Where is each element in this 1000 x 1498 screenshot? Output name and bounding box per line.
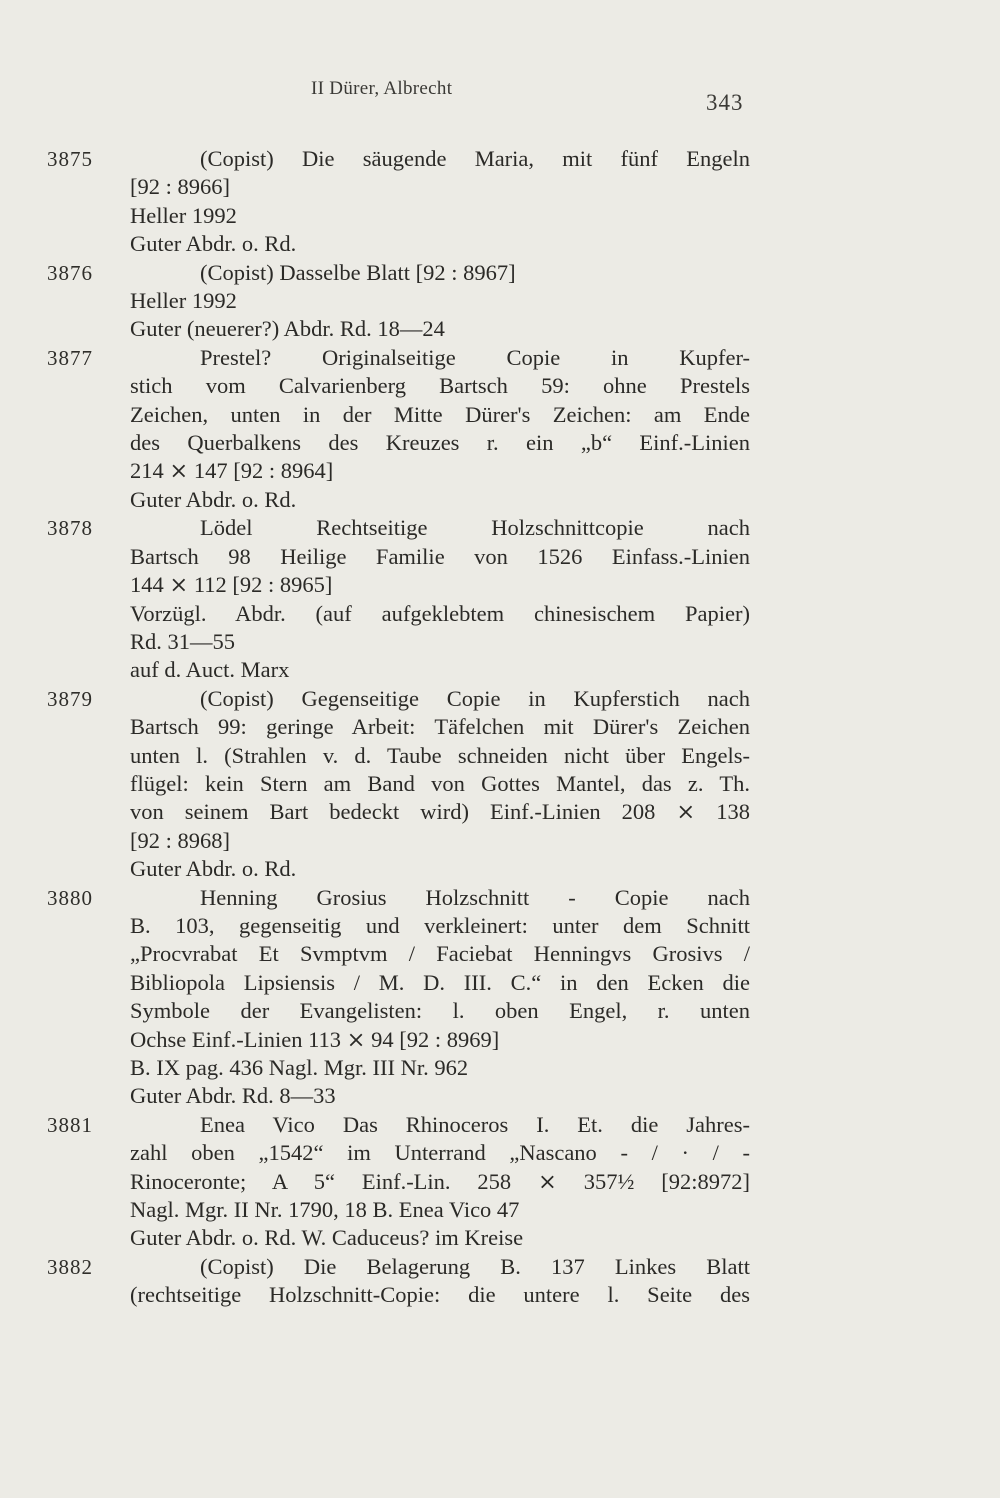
entry-number: 3880 (47, 885, 93, 910)
entry-line: (rechtseitige Holzschnitt-Copie: die untere l. Seite des (130, 1282, 750, 1308)
catalogue-entry (0, 685, 1000, 884)
entry-line: Guter Abdr. o. Rd. (130, 856, 297, 882)
catalogue-entry (0, 259, 1000, 344)
entry-line: Prestel? Originalseitige Copie in Kupfer- (200, 344, 750, 370)
catalogue-entry (0, 344, 1000, 514)
entry-line: Nagl. Mgr. II Nr. 1790, 18 B. Enea Vico 47 (130, 1197, 520, 1223)
entry-line: Ochse Einf.-Linien 113 ⨯ 94 [92 : 8969] (130, 1026, 500, 1052)
entry-number: 3878 (47, 516, 93, 541)
entry-line: zahl oben „1542“ im Unterrand „Nascano - / · / - (130, 1140, 750, 1166)
entry-line: Enea Vico Das Rhinoceros I. Et. die Jahres- (200, 1111, 750, 1137)
running-title: II Dürer, Albrecht (311, 78, 453, 99)
catalogue-entry (0, 145, 1000, 259)
entry-line: Bartsch 99: geringe Arbeit: Täfelchen mit Dürer's Zeichen (130, 714, 750, 740)
entry-line: (Copist) Die Belagerung B. 137 Linkes Blatt (200, 1253, 750, 1279)
entry-line: Vorzügl. Abdr. (auf aufgeklebtem chinesischem Papier) (130, 600, 750, 626)
entry-line: B. IX pag. 436 Nagl. Mgr. III Nr. 962 (130, 1055, 469, 1080)
entry-line: „Procvrabat Et Svmptvm / Faciebat Henningvs Grosivs / (130, 941, 750, 967)
entry-number: 3876 (47, 260, 93, 285)
entry-line: Zeichen, unten in der Mitte Dürer's Zeichen: am Ende (130, 401, 750, 427)
entry-line: 214 ⨯ 147 [92 : 8964] (130, 458, 334, 484)
entry-line: flügel: kein Stern am Band von Gottes Mantel, das z. Th. (130, 770, 750, 796)
entry-number: 3882 (47, 1254, 93, 1279)
entry-line: (Copist) Gegenseitige Copie in Kupferstich nach (200, 685, 750, 711)
entry-line: (Copist) Die säugende Maria, mit fünf Engeln (200, 146, 750, 171)
entry-number: 3875 (47, 147, 93, 171)
entry-line: auf d. Auct. Marx (130, 657, 290, 683)
entry-line: Guter Abdr. o. Rd. (130, 486, 297, 512)
entry-line: Heller 1992 (130, 202, 237, 228)
entry-line: von seinem Bart bedeckt wird) Einf.-Linien 208 ⨯ 138 (130, 799, 750, 825)
entry-line: Guter Abdr. o. Rd. (130, 231, 297, 257)
catalogue-entry (0, 514, 1000, 684)
catalogue-entry (0, 884, 1000, 1111)
entry-line: Rd. 31—55 (130, 628, 236, 654)
entry-line: Symbole der Evangelisten: l. oben Engel, r. unten (130, 998, 750, 1024)
entry-line: Heller 1992 (130, 288, 237, 314)
entry-number: 3877 (47, 345, 93, 370)
entry-line: (Copist) Dasselbe Blatt [92 : 8967] (200, 259, 516, 285)
entry-line: Bibliopola Lipsiensis / M. D. III. C.“ in den Ecken die (130, 969, 750, 995)
entry-line: Guter (neuerer?) Abdr. Rd. 18—24 (130, 316, 445, 342)
entry-line: Henning Grosius Holzschnitt - Copie nach (200, 884, 750, 910)
catalogue-entries (0, 145, 1000, 1310)
entry-line: [92 : 8966] (130, 174, 230, 200)
entry-number: 3879 (47, 686, 93, 711)
entry-line: Lödel Rechtseitige Holzschnittcopie nach (200, 515, 750, 541)
entry-line: Bartsch 98 Heilige Familie von 1526 Einfass.-Linien (130, 543, 750, 569)
entry-line: 144 ⨯ 112 [92 : 8965] (130, 572, 333, 598)
entry-line: stich vom Calvarienberg Bartsch 59: ohne Prestels (130, 373, 750, 399)
entry-line: des Querbalkens des Kreuzes r. ein „b“ Einf.-Linien (130, 430, 750, 456)
catalogue-entry (0, 1111, 1000, 1253)
catalogue-entry (0, 1253, 1000, 1310)
entry-line: Guter Abdr. Rd. 8—33 (130, 1083, 336, 1109)
page-number: 343 (706, 90, 744, 115)
running-head (0, 78, 1000, 115)
entry-number: 3881 (47, 1112, 93, 1137)
entry-line: Rinoceronte; A 5“ Einf.-Lin. 258 ⨯ 357½ [92:8972] (130, 1168, 750, 1194)
entry-line: unten l. (Strahlen v. d. Taube schneiden nicht über Engels- (130, 742, 750, 768)
entry-line: B. 103, gegenseitig und verkleinert: unter dem Schnitt (130, 912, 750, 938)
entry-line: Guter Abdr. o. Rd. W. Caduceus? im Kreise (130, 1225, 524, 1251)
entry-line: [92 : 8968] (130, 827, 230, 853)
